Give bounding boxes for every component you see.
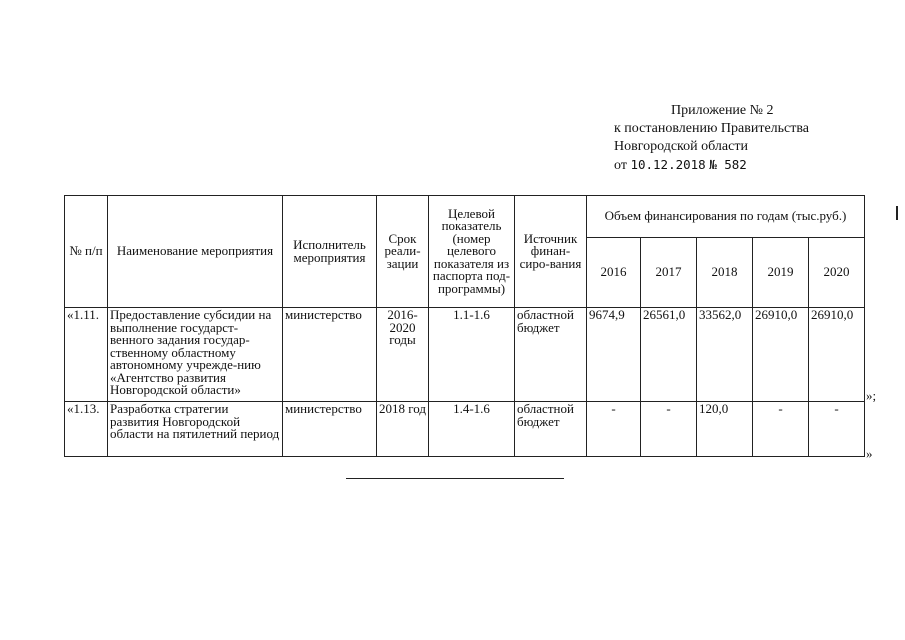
row-value-2018: 33562,0 <box>697 308 753 402</box>
row-num: «1.13. <box>65 402 108 457</box>
row-term: 2018 год <box>377 402 429 457</box>
row-source: областной бюджет <box>515 402 587 457</box>
decree-number: № 582 <box>709 157 747 172</box>
header-row-1 <box>65 196 865 238</box>
date-prefix: от <box>614 158 627 173</box>
row-value-2017: 26561,0 <box>641 308 697 402</box>
year-2019: 2019 <box>753 238 809 308</box>
row-value-2020: - <box>809 402 865 457</box>
col-header-term: Срок реали-зации <box>377 196 429 308</box>
decree-date: 10.12.2018 <box>630 157 706 172</box>
col-header-target: Целевой показатель (номер целевого показателя из паспорта под-программы) <box>429 196 515 308</box>
row-value-2016: - <box>587 402 641 457</box>
col-header-num: № п/п <box>65 196 108 308</box>
row-source: областной бюджет <box>515 308 587 402</box>
year-2020: 2020 <box>809 238 865 308</box>
appendix-title: Приложение № 2 <box>671 103 774 118</box>
row-value-2020: 26910,0 <box>809 308 865 402</box>
col-header-source: Источник финан-сиро-вания <box>515 196 587 308</box>
row-target: 1.1-1.6 <box>429 308 515 402</box>
row-executor: министерство <box>283 308 377 402</box>
col-header-name: Наименование мероприятия <box>108 196 283 308</box>
document-header <box>614 102 809 175</box>
year-2018: 2018 <box>697 238 753 308</box>
row-value-2017: - <box>641 402 697 457</box>
row-name: Разработка стратегии развития Новгородской области на пятилетний период <box>108 402 283 457</box>
decree-ref: к постановлению Правительства <box>614 121 810 136</box>
region-name: Новгородской области <box>614 139 748 154</box>
footer-divider <box>346 478 564 479</box>
col-header-executor: Исполнитель мероприятия <box>283 196 377 308</box>
row-value-2018: 120,0 <box>697 402 753 457</box>
row-executor: министерство <box>283 402 377 457</box>
row-value-2019: 26910,0 <box>753 308 809 402</box>
year-2016: 2016 <box>587 238 641 308</box>
row-value-2019: - <box>753 402 809 457</box>
scan-edge-mark <box>896 206 898 220</box>
row-value-2016: 9674,9 <box>587 308 641 402</box>
col-header-funding: Объем финансирования по годам (тыс.руб.) <box>587 196 865 238</box>
row-num: «1.11. <box>65 308 108 402</box>
decree-date-line <box>614 156 809 175</box>
row-end-mark-1: »; <box>866 388 877 403</box>
row-target: 1.4-1.6 <box>429 402 515 457</box>
row-name: Предоставление субсидии на выполнение государст-венного задания государ-ственному областному автономному учрежде-нию «Агентство развития Новгородской области» <box>108 308 283 402</box>
table-row <box>65 308 865 402</box>
funding-table <box>64 195 865 457</box>
table-row <box>65 402 865 457</box>
row-term: 2016-2020 годы <box>377 308 429 402</box>
year-2017: 2017 <box>641 238 697 308</box>
row-end-mark-2: » <box>866 446 873 461</box>
